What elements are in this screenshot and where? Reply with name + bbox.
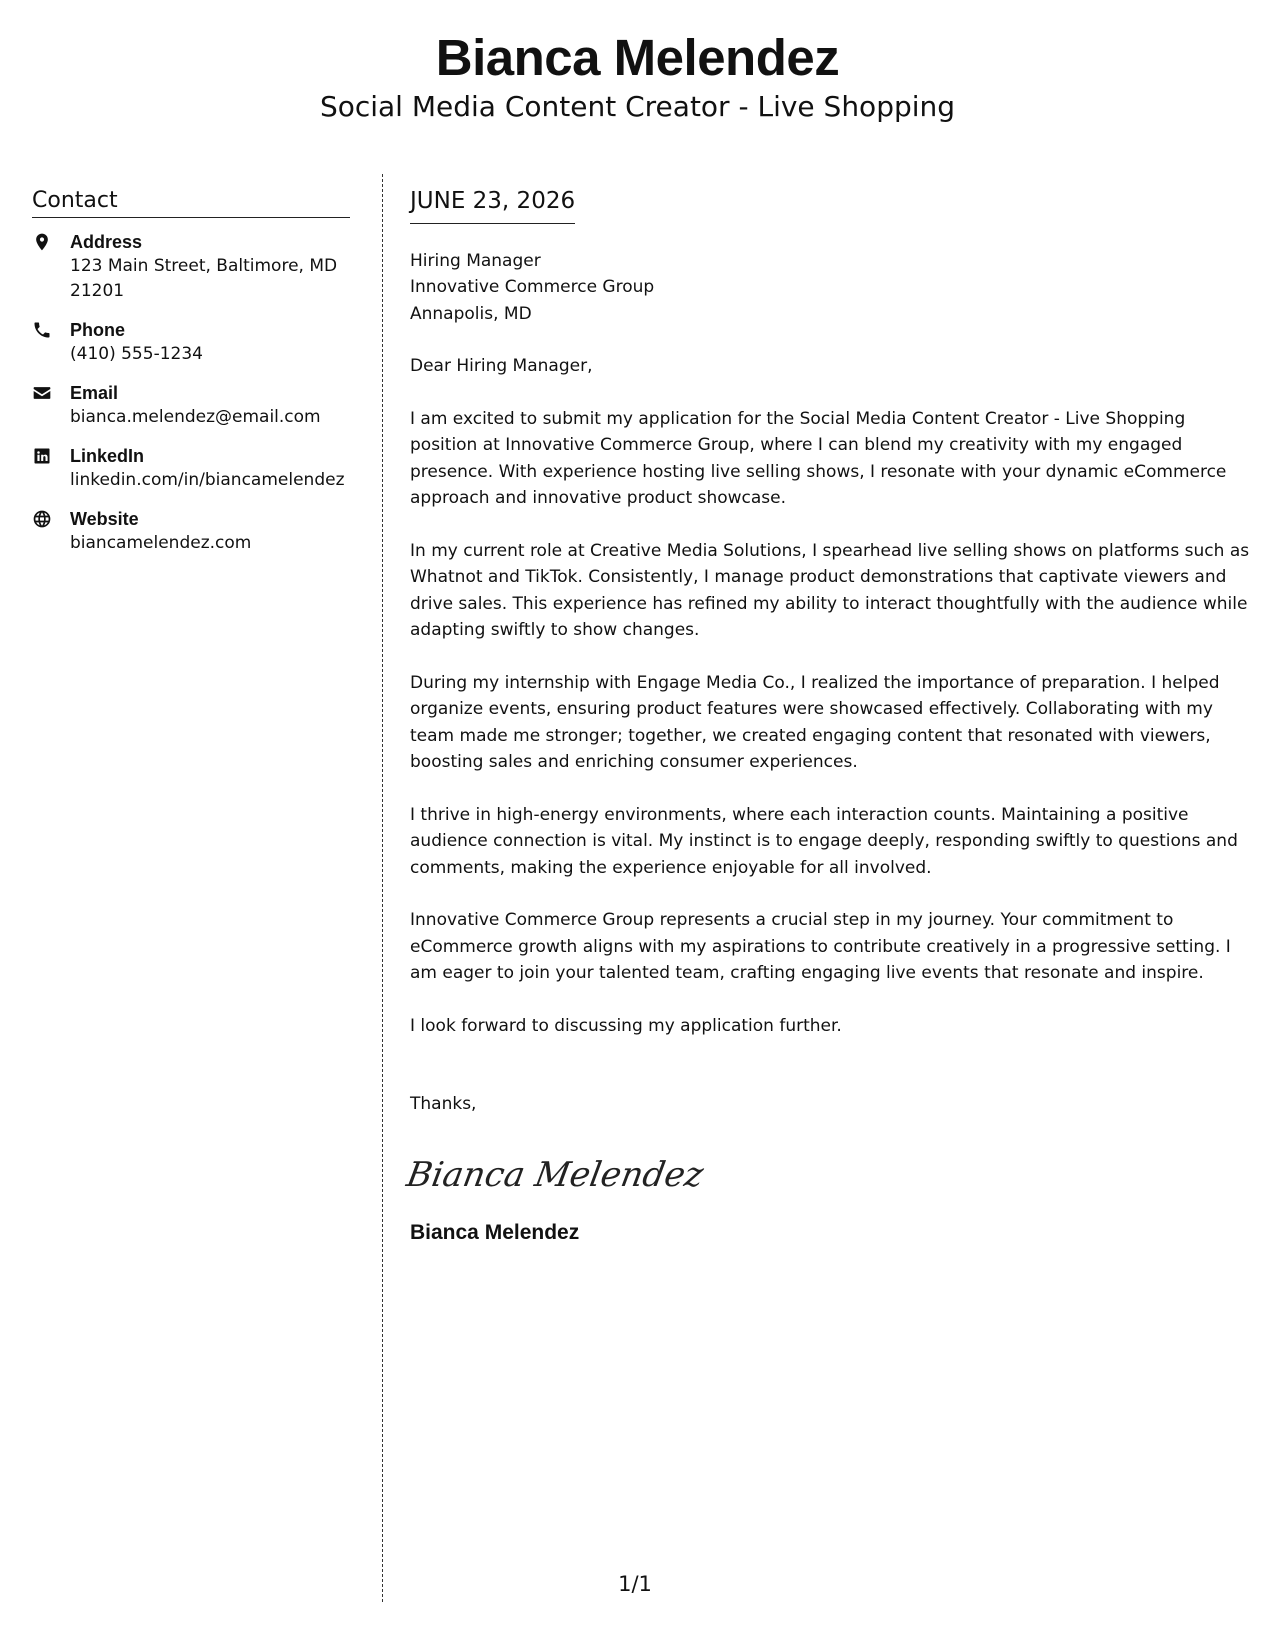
contact-phone [32, 318, 350, 367]
contact-sidebar [32, 188, 350, 570]
page-number: 1/1 [618, 1572, 652, 1596]
letter-paragraph: I am excited to submit my application for the Social Media Content Creator - Live Shopping position at Innovative Commerce Group, where I can blend my creativity with my engaged presence. With experience hosting live selling shows, I resonate with your dynamic eCommerce approach and innovative product showcase. [410, 408, 1227, 509]
letter-paragraph: I look forward to discussing my application further. [410, 1015, 842, 1036]
recipient-location: Annapolis, MD [410, 303, 532, 324]
contact-linkedin [32, 444, 350, 493]
phone-icon [32, 318, 70, 342]
recipient-company: Innovative Commerce Group [410, 277, 655, 298]
letter-paragraph: During my internship with Engage Media Co., I realized the importance of preparation. I helped organize events, ensuring product features were showcased effectively. Collaborating with my team made me stronger; together, we created engaging content that resonated with viewers, boosting sales and enriching consumer experiences. [410, 672, 1220, 773]
contact-address [32, 230, 350, 304]
job-title: Social Media Content Creator - Live Shopping [319, 90, 956, 124]
phone-value: (410) 555-1234 [70, 344, 203, 364]
letter-body [403, 188, 1250, 1246]
signature-script: Bianca Melendez [403, 1154, 707, 1195]
contact-website [32, 507, 350, 556]
signer-name: Bianca Melendez [410, 1220, 580, 1244]
recipient-title: Hiring Manager [410, 250, 541, 271]
globe-icon [32, 507, 70, 531]
email-value: bianca.melendez@email.com [70, 407, 321, 427]
contact-email [32, 381, 350, 430]
address-value: 123 Main Street, Baltimore, MD 21201 [70, 256, 338, 301]
linkedin-value: linkedin.com/in/biancamelendez [70, 470, 345, 490]
website-value: biancamelendez.com [70, 533, 252, 553]
contact-label: Address [70, 232, 143, 252]
contact-label: Email [70, 383, 119, 403]
letter-paragraph: I thrive in high-energy environments, where each interaction counts. Maintaining a positive audience connection is vital. My instinct is to engage deeply, responding swiftly to questions and comments, making the experience enjoyable for all involved. [410, 804, 1238, 878]
letter-date: JUNE 23, 2026 [410, 188, 575, 224]
map-pin-icon [32, 230, 70, 254]
letter-paragraph: Innovative Commerce Group represents a crucial step in my journey. Your commitment to eCommerce growth aligns with my aspirations to contribute creatively in a progressive setting. I am eager to join your talented team, crafting engaging live events that resonate and inspire. [410, 910, 1231, 984]
contact-label: Phone [70, 320, 126, 340]
contact-label: Website [70, 509, 139, 529]
recipient-block [410, 248, 1250, 328]
header [0, 28, 1275, 124]
column-divider [382, 174, 383, 1602]
contact-label: LinkedIn [70, 446, 145, 466]
salutation: Dear Hiring Manager, [410, 356, 593, 377]
candidate-name: Bianca Melendez [435, 29, 840, 86]
letter-paragraph: In my current role at Creative Media Solutions, I spearhead live selling shows on platforms such as Whatnot and TikTok. Consistently, I manage product demonstrations that captivate viewers and drive sales. This experience has refined my ability to interact thoughtfully with the audience while adapting swiftly to show changes. [410, 540, 1250, 641]
closing: Thanks, [410, 1094, 477, 1115]
linkedin-icon [32, 444, 70, 468]
contact-heading: Contact [32, 188, 350, 218]
handwritten-signature [403, 1148, 1250, 1208]
envelope-icon [32, 381, 70, 405]
